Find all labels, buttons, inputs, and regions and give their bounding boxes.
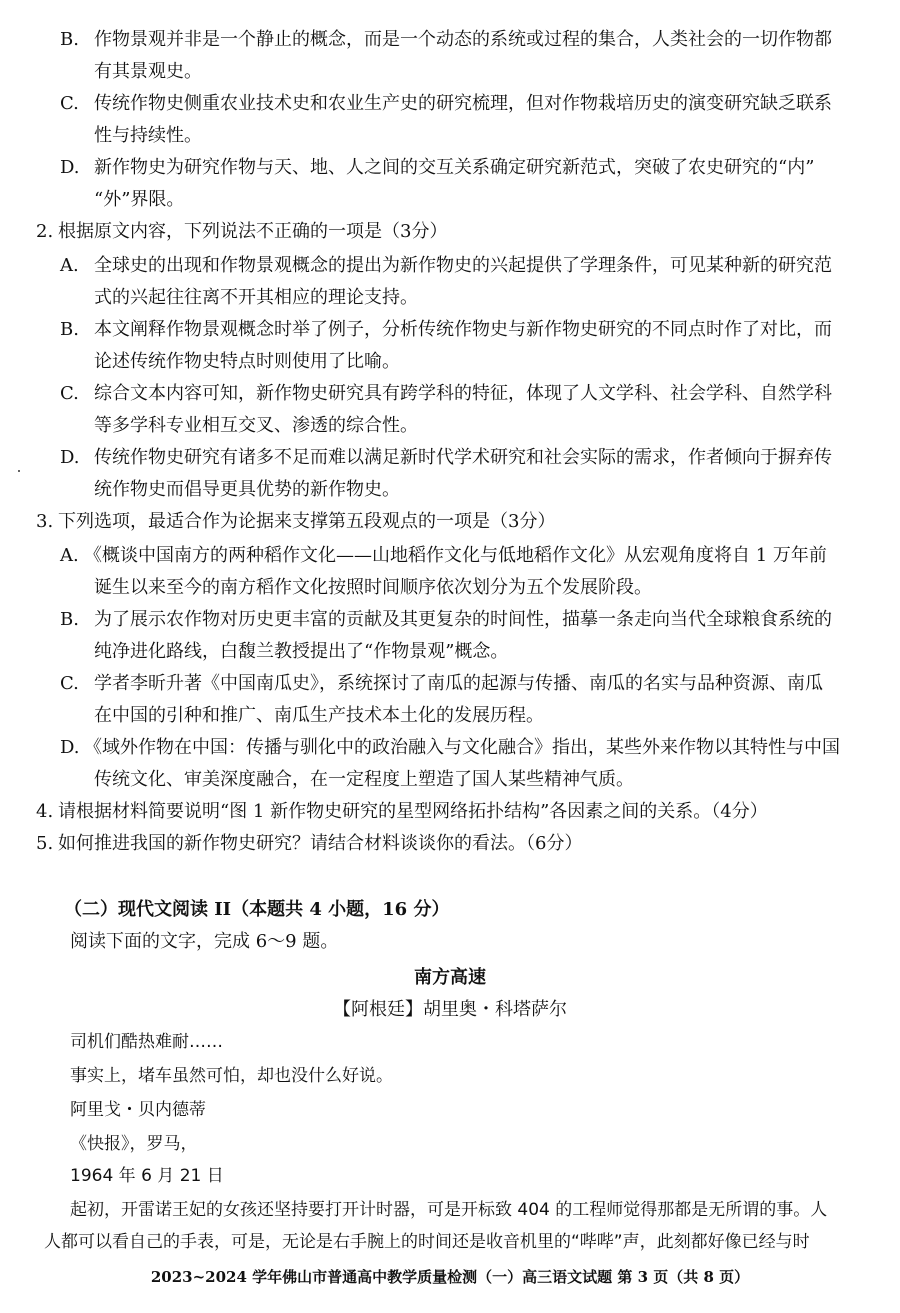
q2-option-c-line1 [60,382,832,406]
q2-option-b-line1 [60,318,832,342]
question-text: 根据原文内容，下列说法不正确的一项是（3分） [58,221,448,242]
question-number: 5. [36,833,54,854]
question-text: 下列选项，最适合作为论据来支撑第五段观点的一项是（3分） [58,511,556,532]
option-text: 综合文本内容可知，新作物史研究具有跨学科的特征，体现了人文学科、社会学科、自然学科 [94,383,832,404]
question-text: 如何推进我国的新作物史研究？请结合材料谈谈你的看法。（6分） [58,833,583,854]
option-letter: C. [60,93,79,114]
option-letter: A. [60,545,79,566]
q3-stem [36,510,555,534]
story-title: 南方高速 [414,967,486,988]
option-text: 《概谈中国南方的两种稻作文化——山地稻作文化与低地稻作文化》从宏观角度将自 1 万年前 [84,545,827,566]
question-text: 请根据材料简要说明“图 1 新作物史研究的星型网络拓扑结构”各因素之间的关系。（4分） [58,801,768,822]
option-text: 学者李昕升著《中国南瓜史》，系统探讨了南瓜的起源与传播、南瓜的名实与品种资源、南瓜 [94,673,823,694]
option-text: 新作物史为研究作物与天、地、人之间的交互关系确定研究新范式，突破了农史研究的“内” [94,157,815,178]
q3-option-d-line1 [60,736,840,760]
q1-option-c-line1 [60,92,832,116]
page-footer: 2023~2024 学年佛山市普通高中教学质量检测（一）高三语文试题 第 3 页（共 8 页） [150,1268,750,1286]
q3-option-a-line2: 诞生以来至今的南方稻作文化按照时间顺序依次划分为五个发展阶段。 [94,577,652,598]
q1-option-c-line2: 性与持续性。 [94,125,202,146]
option-text: 本文阐释作物景观概念时举了例子，分析传统作物史与新作物史研究的不同点时作了对比，而 [94,319,832,340]
option-text: 作物景观并非是一个静止的概念，而是一个动态的系统或过程的集合，人类社会的一切作物都 [94,29,832,50]
option-letter: B. [60,609,79,630]
epigraph-line: 事实上，堵车虽然可怕，却也没什么好说。 [70,1066,393,1086]
option-letter: D. [60,737,80,758]
option-text: 传统作物史研究有诸多不足而难以满足新时代学术研究和社会实际的需求，作者倾向于摒弃传 [94,447,832,468]
option-letter: A. [60,255,79,276]
option-letter: B. [60,319,79,340]
story-author: 【阿根廷】胡里奥・科塔萨尔 [333,999,567,1020]
q2-option-c-line2: 等多学科专业相互交叉、渗透的综合性。 [94,415,418,436]
q1-option-b-line1 [60,28,832,52]
q1-option-b-line2: 有其景观史。 [94,61,202,82]
epigraph-date: 1964 年 6 月 21 日 [70,1166,224,1186]
story-paragraph-line: 人都可以看自己的手表，可是，无论是右手腕上的时间还是收音机里的“哔哔”声，此刻都好像已经与时 [44,1232,810,1252]
q2-option-a-line1 [60,254,832,278]
option-letter: C. [60,673,79,694]
option-text: 《域外作物在中国：传播与驯化中的政治融入与文化融合》指出，某些外来作物以其特性与中国 [84,737,840,758]
q2-option-d-line2: 统作物史而倡导更具优势的新作物史。 [94,479,400,500]
option-letter: C. [60,383,79,404]
q2-option-b-line2: 论述传统作物史特点时则使用了比喻。 [94,351,400,372]
q1-option-d-line1 [60,156,814,180]
option-letter: D. [60,447,80,468]
epigraph-line: 司机们酷热难耐…… [70,1032,223,1052]
q3-option-c-line2: 在中国的引种和推广、南瓜生产技术本土化的发展历程。 [94,705,544,726]
section-heading: （二）现代文阅读 II（本题共 4 小题，16 分） [64,899,450,920]
scan-speck [18,470,20,472]
q2-option-d-line1 [60,446,832,470]
q2-option-a-line2: 式的兴起往往离不开其相应的理论支持。 [94,287,418,308]
option-letter: D. [60,157,80,178]
epigraph-source: 阿里戈・贝内德蒂 [70,1100,206,1120]
question-number: 3. [36,511,54,532]
q3-option-d-line2: 传统文化、审美深度融合，在一定程度上塑造了国人某些精神气质。 [94,769,634,790]
option-text: 全球史的出现和作物景观概念的提出为新作物史的兴起提供了学理条件，可见某种新的研究范 [94,255,832,276]
section-instruction: 阅读下面的文字，完成 6～9 题。 [70,931,339,952]
story-paragraph-line: 起初，开雷诺王妃的女孩还坚持要打开计时器，可是开标致 404 的工程师觉得那都是无所谓的事。人 [70,1200,828,1220]
question-number: 2. [36,221,54,242]
q3-option-b-line2: 纯净进化路线，白馥兰教授提出了“作物景观”概念。 [94,641,509,662]
q2-stem [36,220,447,244]
question-number: 4. [36,801,54,822]
option-text: 传统作物史侧重农业技术史和农业生产史的研究梳理，但对作物栽培历史的演变研究缺乏联系 [94,93,832,114]
q4-stem [36,800,768,824]
q3-option-b-line1 [60,608,832,632]
q5-stem [36,832,582,856]
option-letter: B. [60,29,79,50]
epigraph-publication: 《快报》，罗马， [70,1134,198,1154]
option-text: 为了展示农作物对历史更丰富的贡献及其更复杂的时间性，描摹一条走向当代全球粮食系统的 [94,609,832,630]
q3-option-c-line1 [60,672,823,696]
q1-option-d-line2: “外”界限。 [94,189,185,210]
q3-option-a-line1 [60,544,827,568]
